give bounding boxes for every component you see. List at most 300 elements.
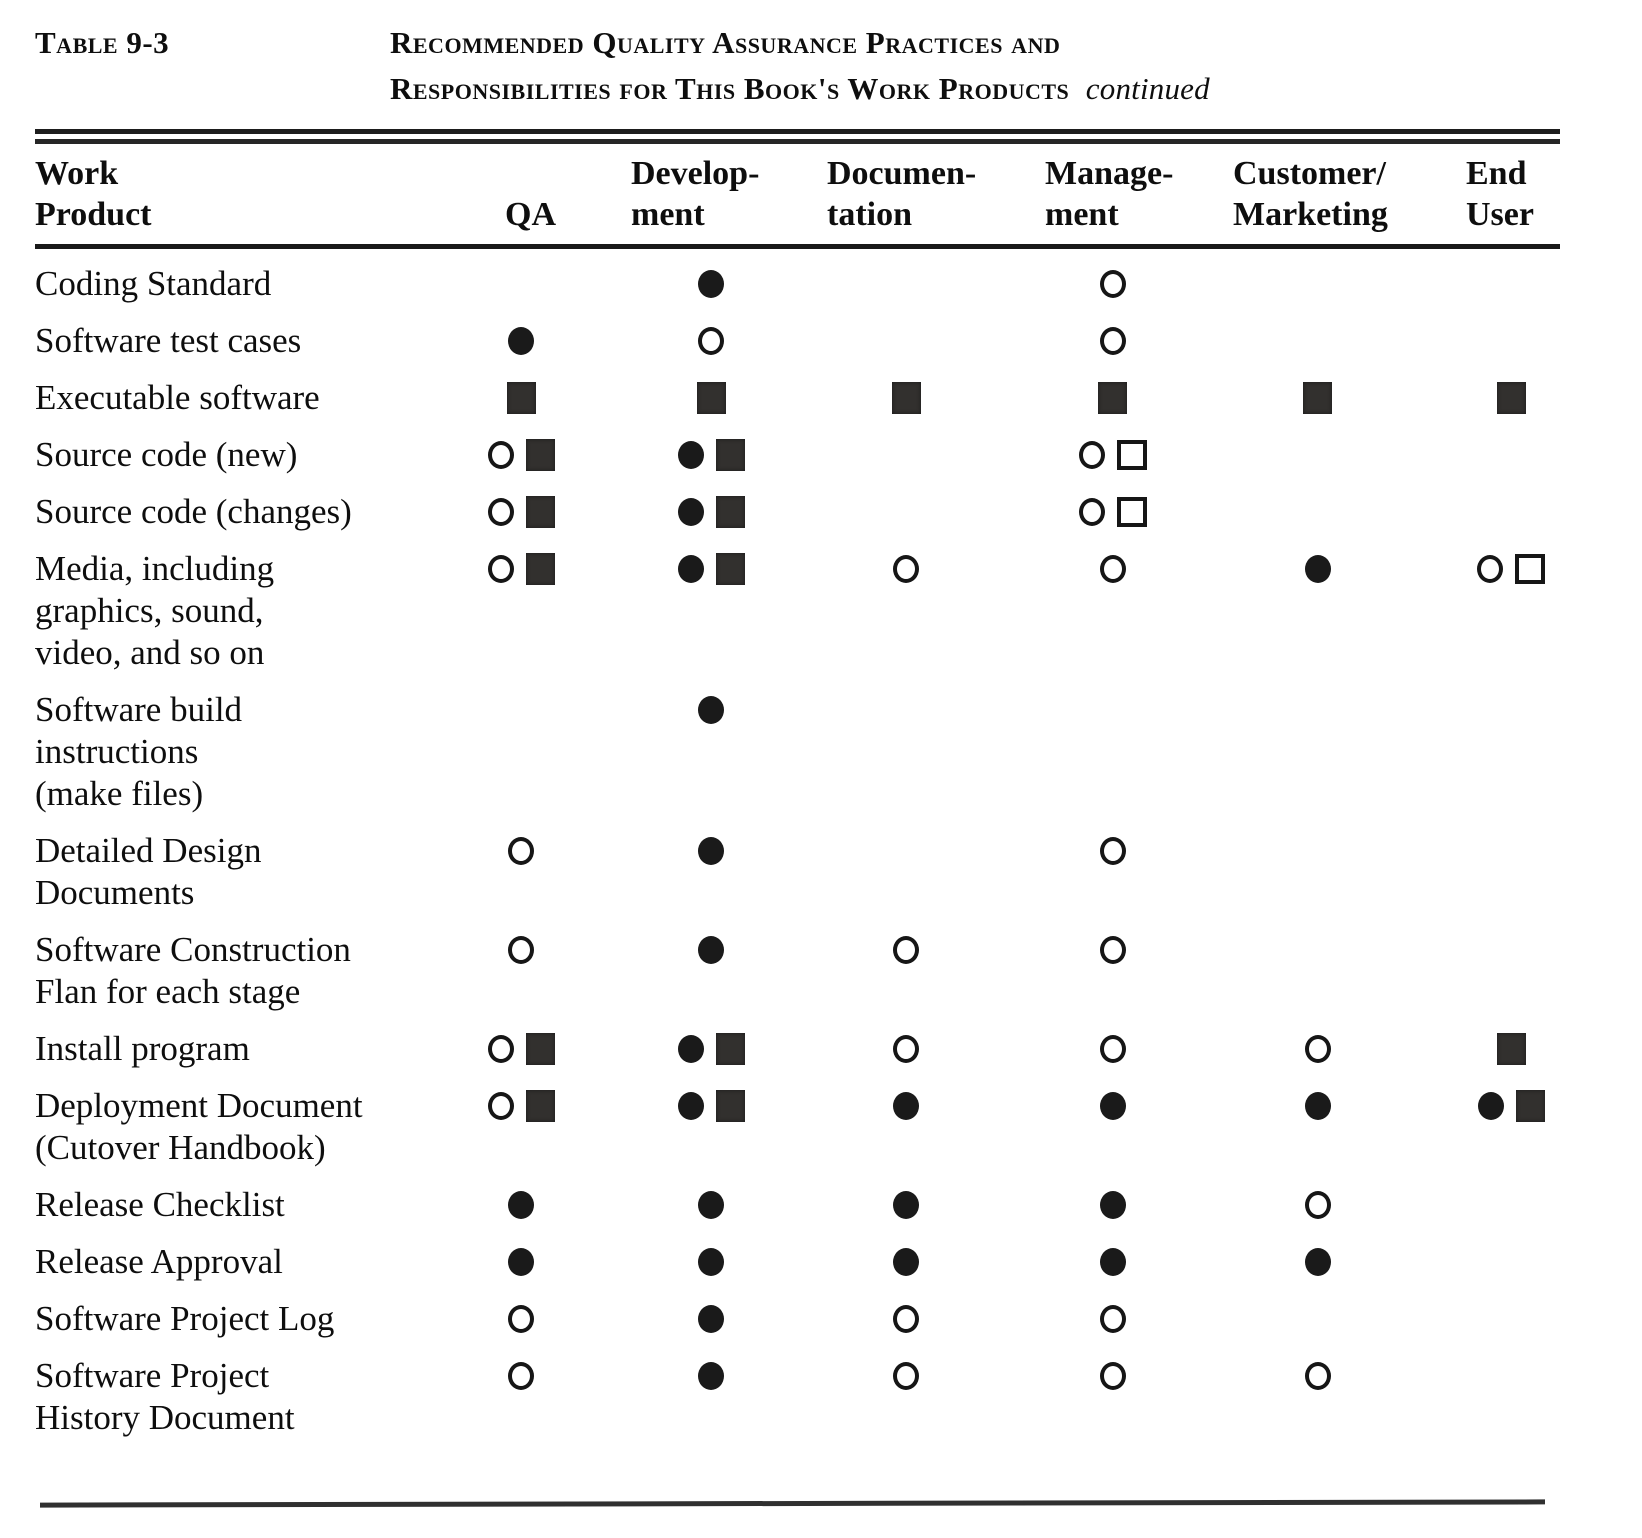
filled-square-icon (716, 1090, 745, 1122)
symbol-group (508, 830, 534, 872)
table-row (35, 689, 1560, 815)
row-label-line: Deployment Document (35, 1086, 363, 1125)
symbol-group (488, 491, 555, 533)
open-circle-icon (508, 936, 534, 964)
row-label-line: Software test cases (35, 321, 302, 360)
row-label-line: video, and so on (35, 633, 265, 672)
row-label (35, 491, 460, 533)
open-circle-icon (698, 327, 724, 355)
open-circle-icon (893, 555, 919, 583)
symbol-group (1100, 1184, 1126, 1226)
filled-circle-icon (1478, 1092, 1504, 1120)
table-row (35, 1184, 1560, 1226)
cell-management (1020, 689, 1215, 815)
symbol-group (698, 1355, 724, 1397)
table-row (35, 1355, 1560, 1439)
cell-management (1020, 1298, 1215, 1340)
cell-management (1020, 434, 1215, 476)
symbol-group (1100, 1085, 1126, 1127)
cell-customer_marketing (1215, 1085, 1420, 1169)
symbol-group (1478, 1085, 1545, 1127)
open-circle-icon (1100, 936, 1126, 964)
open-square-icon (1117, 440, 1147, 470)
symbol-group (1079, 434, 1147, 476)
open-circle-icon (893, 936, 919, 964)
cell-documentation (810, 1085, 1020, 1169)
cell-development (600, 1028, 810, 1070)
symbol-group (508, 929, 534, 971)
symbol-group (508, 1184, 534, 1226)
filled-circle-icon (508, 1248, 534, 1276)
row-label-line: (Cutover Handbook) (35, 1128, 326, 1167)
header-work-product (35, 153, 460, 235)
symbol-group (698, 263, 724, 305)
row-label-line: Flan for each stage (35, 972, 301, 1011)
filled-circle-icon (678, 1092, 704, 1120)
filled-circle-icon (1305, 555, 1331, 583)
cell-development (600, 491, 810, 533)
cell-documentation (810, 929, 1020, 1013)
open-circle-icon (1100, 1305, 1126, 1333)
continued-label: continued (1085, 71, 1210, 106)
cell-customer_marketing (1215, 1241, 1420, 1283)
table-title-block (35, 20, 1560, 112)
open-circle-icon (1100, 1362, 1126, 1390)
filled-circle-icon (1305, 1092, 1331, 1120)
symbol-group (893, 929, 919, 971)
open-circle-icon (488, 555, 514, 583)
cell-documentation (810, 1028, 1020, 1070)
filled-circle-icon (678, 498, 704, 526)
cell-qa (460, 548, 600, 674)
header-development-line1: Develop- (631, 155, 760, 192)
table-title-line2 (390, 66, 1210, 112)
row-label-line: Install program (35, 1029, 250, 1068)
header-customer-marketing (1215, 153, 1420, 235)
symbol-group (508, 1355, 534, 1397)
open-circle-icon (1079, 441, 1105, 469)
symbol-group (1100, 1298, 1126, 1340)
open-circle-icon (488, 1035, 514, 1063)
cell-end_user (1420, 1184, 1560, 1226)
row-label (35, 1028, 460, 1070)
open-circle-icon (1079, 498, 1105, 526)
symbol-group (678, 434, 745, 476)
open-square-icon (1117, 497, 1147, 527)
symbol-group (698, 1298, 724, 1340)
cell-documentation (810, 263, 1020, 305)
cell-customer_marketing (1215, 377, 1420, 419)
header-management-line2: ment (1045, 196, 1119, 233)
cell-qa (460, 689, 600, 815)
symbol-group (488, 548, 555, 590)
row-label (35, 548, 460, 674)
row-label-line: Detailed Design (35, 831, 262, 870)
symbol-group (1305, 1241, 1331, 1283)
cell-customer_marketing (1215, 434, 1420, 476)
open-circle-icon (488, 498, 514, 526)
header-management-line1: Manage- (1045, 155, 1174, 192)
row-label-line: Release Checklist (35, 1185, 285, 1224)
cell-end_user (1420, 320, 1560, 362)
filled-square-icon (892, 382, 921, 414)
filled-circle-icon (698, 1191, 724, 1219)
filled-square-icon (1516, 1090, 1545, 1122)
cell-development (600, 1355, 810, 1439)
filled-square-icon (1497, 1033, 1526, 1065)
header-documentation (810, 153, 1020, 235)
symbol-group (893, 548, 919, 590)
cell-qa (460, 377, 600, 419)
open-circle-icon (893, 1362, 919, 1390)
table-row (35, 434, 1560, 476)
header-work-product-line1: Work (35, 155, 119, 192)
open-circle-icon (1100, 1035, 1126, 1063)
open-circle-icon (893, 1305, 919, 1333)
symbol-group (893, 1241, 919, 1283)
cell-end_user (1420, 1298, 1560, 1340)
filled-circle-icon (1100, 1248, 1126, 1276)
header-development-line2: ment (631, 196, 705, 233)
header-qa-line2: QA (505, 196, 556, 233)
open-circle-icon (508, 1362, 534, 1390)
cell-management (1020, 548, 1215, 674)
symbol-group (1305, 548, 1331, 590)
filled-circle-icon (698, 1248, 724, 1276)
filled-square-icon (716, 1033, 745, 1065)
open-circle-icon (488, 441, 514, 469)
cell-customer_marketing (1215, 689, 1420, 815)
symbol-group (1497, 377, 1526, 419)
cell-management (1020, 377, 1215, 419)
table-body (35, 249, 1560, 1439)
cell-qa (460, 1355, 600, 1439)
filled-square-icon (697, 382, 726, 414)
table-title-line1: Recommended Quality Assurance Practices and (390, 25, 1061, 60)
filled-circle-icon (698, 936, 724, 964)
symbol-group (698, 1241, 724, 1283)
filled-circle-icon (698, 696, 724, 724)
cell-development (600, 1085, 810, 1169)
open-square-icon (1515, 554, 1545, 584)
table-row (35, 830, 1560, 914)
symbol-group (1305, 1028, 1331, 1070)
filled-square-icon (526, 1090, 555, 1122)
filled-circle-icon (893, 1248, 919, 1276)
filled-square-icon (1098, 382, 1127, 414)
filled-square-icon (526, 553, 555, 585)
filled-circle-icon (508, 327, 534, 355)
cell-management (1020, 1355, 1215, 1439)
cell-end_user (1420, 434, 1560, 476)
cell-customer_marketing (1215, 1355, 1420, 1439)
symbol-group (488, 1028, 555, 1070)
cell-management (1020, 929, 1215, 1013)
row-label (35, 689, 460, 815)
symbol-group (1497, 1028, 1526, 1070)
row-label-line: Media, including (35, 549, 275, 588)
table-row (35, 491, 1560, 533)
filled-circle-icon (698, 1362, 724, 1390)
cell-documentation (810, 320, 1020, 362)
cell-end_user (1420, 491, 1560, 533)
open-circle-icon (1100, 837, 1126, 865)
filled-circle-icon (893, 1191, 919, 1219)
symbol-group (488, 1085, 555, 1127)
open-circle-icon (1305, 1362, 1331, 1390)
row-label (35, 1241, 460, 1283)
symbol-group (1100, 1241, 1126, 1283)
top-double-rule (35, 129, 1560, 144)
table-header-row (35, 144, 1560, 249)
table-row (35, 548, 1560, 674)
row-label-line: graphics, sound, (35, 591, 264, 630)
table-9-3 (35, 20, 1560, 1506)
symbol-group (1100, 929, 1126, 971)
symbol-group (893, 1184, 919, 1226)
open-circle-icon (1100, 555, 1126, 583)
cell-documentation (810, 830, 1020, 914)
filled-circle-icon (698, 1305, 724, 1333)
symbol-group (1100, 263, 1126, 305)
filled-circle-icon (678, 1035, 704, 1063)
symbol-group (678, 1028, 745, 1070)
filled-circle-icon (698, 837, 724, 865)
table-row (35, 263, 1560, 305)
filled-square-icon (526, 496, 555, 528)
row-label-line: Software Project (35, 1356, 270, 1395)
open-circle-icon (508, 1305, 534, 1333)
symbol-group (507, 377, 536, 419)
row-label (35, 377, 460, 419)
cell-customer_marketing (1215, 320, 1420, 362)
filled-circle-icon (1305, 1248, 1331, 1276)
symbol-group (1100, 320, 1126, 362)
cell-documentation (810, 1298, 1020, 1340)
open-circle-icon (1100, 327, 1126, 355)
header-development (600, 153, 810, 235)
filled-square-icon (716, 439, 745, 471)
table-row (35, 320, 1560, 362)
filled-circle-icon (893, 1092, 919, 1120)
cell-development (600, 929, 810, 1013)
cell-qa (460, 1241, 600, 1283)
filled-square-icon (1303, 382, 1332, 414)
cell-end_user (1420, 377, 1560, 419)
filled-circle-icon (1100, 1191, 1126, 1219)
row-label (35, 830, 460, 914)
symbol-group (1100, 548, 1126, 590)
cell-development (600, 1241, 810, 1283)
cell-management (1020, 830, 1215, 914)
header-customer-marketing-line2: Marketing (1233, 196, 1388, 233)
symbol-group (1477, 548, 1545, 590)
row-label (35, 320, 460, 362)
symbol-group (698, 1184, 724, 1226)
filled-square-icon (526, 1033, 555, 1065)
filled-square-icon (507, 382, 536, 414)
cell-qa (460, 491, 600, 533)
row-label-line: Software build (35, 690, 243, 729)
cell-customer_marketing (1215, 1028, 1420, 1070)
filled-square-icon (526, 439, 555, 471)
cell-customer_marketing (1215, 830, 1420, 914)
row-label-line: Coding Standard (35, 264, 272, 303)
cell-development (600, 377, 810, 419)
cell-development (600, 548, 810, 674)
row-label (35, 434, 460, 476)
open-circle-icon (1305, 1191, 1331, 1219)
cell-documentation (810, 491, 1020, 533)
symbol-group (697, 377, 726, 419)
symbol-group (1303, 377, 1332, 419)
filled-circle-icon (508, 1191, 534, 1219)
symbol-group (893, 1085, 919, 1127)
cell-end_user (1420, 1355, 1560, 1439)
cell-documentation (810, 548, 1020, 674)
filled-circle-icon (678, 441, 704, 469)
row-label (35, 1184, 460, 1226)
filled-square-icon (1497, 382, 1526, 414)
header-qa-line1 (505, 153, 600, 194)
header-customer-marketing-line1: Customer/ (1233, 155, 1386, 192)
cell-documentation (810, 1241, 1020, 1283)
symbol-group (1100, 830, 1126, 872)
symbol-group (508, 320, 534, 362)
symbol-group (698, 830, 724, 872)
symbol-group (698, 689, 724, 731)
cell-documentation (810, 1355, 1020, 1439)
open-circle-icon (1477, 555, 1503, 583)
cell-qa (460, 320, 600, 362)
symbol-group (1098, 377, 1127, 419)
cell-customer_marketing (1215, 929, 1420, 1013)
filled-circle-icon (698, 270, 724, 298)
cell-customer_marketing (1215, 491, 1420, 533)
cell-end_user (1420, 263, 1560, 305)
header-end-user (1420, 153, 1560, 235)
cell-documentation (810, 689, 1020, 815)
cell-development (600, 830, 810, 914)
symbol-group (893, 1355, 919, 1397)
cell-qa (460, 1028, 600, 1070)
table-row (35, 1241, 1560, 1283)
table-title-line2-text: Responsibilities for This Book's Work Products (390, 71, 1070, 106)
symbol-group (488, 434, 555, 476)
table-row (35, 1028, 1560, 1070)
open-circle-icon (508, 837, 534, 865)
row-label-line: (make files) (35, 774, 204, 813)
table-row (35, 1298, 1560, 1340)
symbol-group (678, 491, 745, 533)
cell-management (1020, 320, 1215, 362)
table-row (35, 929, 1560, 1013)
cell-development (600, 1184, 810, 1226)
cell-qa (460, 263, 600, 305)
header-qa (460, 153, 600, 235)
row-label-line: History Document (35, 1398, 295, 1437)
row-label-line: instructions (35, 732, 199, 771)
row-label-line: Source code (changes) (35, 492, 352, 531)
cell-development (600, 320, 810, 362)
cell-qa (460, 830, 600, 914)
cell-management (1020, 1028, 1215, 1070)
row-label (35, 1085, 460, 1169)
cell-qa (460, 1184, 600, 1226)
cell-qa (460, 929, 600, 1013)
table-row (35, 1085, 1560, 1169)
filled-circle-icon (678, 555, 704, 583)
symbol-group (1100, 1355, 1126, 1397)
symbol-group (698, 929, 724, 971)
cell-customer_marketing (1215, 1184, 1420, 1226)
header-management (1020, 153, 1215, 235)
open-circle-icon (488, 1092, 514, 1120)
cell-management (1020, 1184, 1215, 1226)
cell-end_user (1420, 1241, 1560, 1283)
cell-development (600, 434, 810, 476)
header-end-user-line2: User (1466, 196, 1534, 233)
cell-end_user (1420, 929, 1560, 1013)
open-circle-icon (1100, 270, 1126, 298)
row-label (35, 929, 460, 1013)
symbol-group (508, 1298, 534, 1340)
symbol-group (1305, 1184, 1331, 1226)
cell-development (600, 263, 810, 305)
open-circle-icon (1305, 1035, 1331, 1063)
cell-management (1020, 1241, 1215, 1283)
open-circle-icon (893, 1035, 919, 1063)
cell-development (600, 689, 810, 815)
cell-customer_marketing (1215, 548, 1420, 674)
bottom-rule (40, 1499, 1545, 1507)
row-label (35, 1298, 460, 1340)
cell-management (1020, 1085, 1215, 1169)
cell-end_user (1420, 548, 1560, 674)
row-label-line: Software Construction (35, 930, 351, 969)
cell-qa (460, 1085, 600, 1169)
cell-documentation (810, 434, 1020, 476)
cell-qa (460, 434, 600, 476)
header-documentation-line2: tation (827, 196, 912, 233)
filled-square-icon (716, 553, 745, 585)
header-end-user-line1: End (1466, 155, 1527, 192)
cell-management (1020, 491, 1215, 533)
symbol-group (678, 1085, 745, 1127)
cell-management (1020, 263, 1215, 305)
cell-end_user (1420, 1028, 1560, 1070)
symbol-group (893, 1028, 919, 1070)
table-title (390, 20, 1210, 112)
filled-square-icon (716, 496, 745, 528)
symbol-group (893, 1298, 919, 1340)
cell-documentation (810, 377, 1020, 419)
filled-circle-icon (1100, 1092, 1126, 1120)
symbol-group (1305, 1355, 1331, 1397)
cell-qa (460, 1298, 600, 1340)
cell-end_user (1420, 830, 1560, 914)
row-label (35, 1355, 460, 1439)
header-work-product-line2: Product (35, 196, 152, 233)
cell-documentation (810, 1184, 1020, 1226)
cell-end_user (1420, 1085, 1560, 1169)
symbol-group (1100, 1028, 1126, 1070)
cell-end_user (1420, 689, 1560, 815)
cell-customer_marketing (1215, 1298, 1420, 1340)
symbol-group (508, 1241, 534, 1283)
cell-customer_marketing (1215, 263, 1420, 305)
row-label-line: Software Project Log (35, 1299, 335, 1338)
